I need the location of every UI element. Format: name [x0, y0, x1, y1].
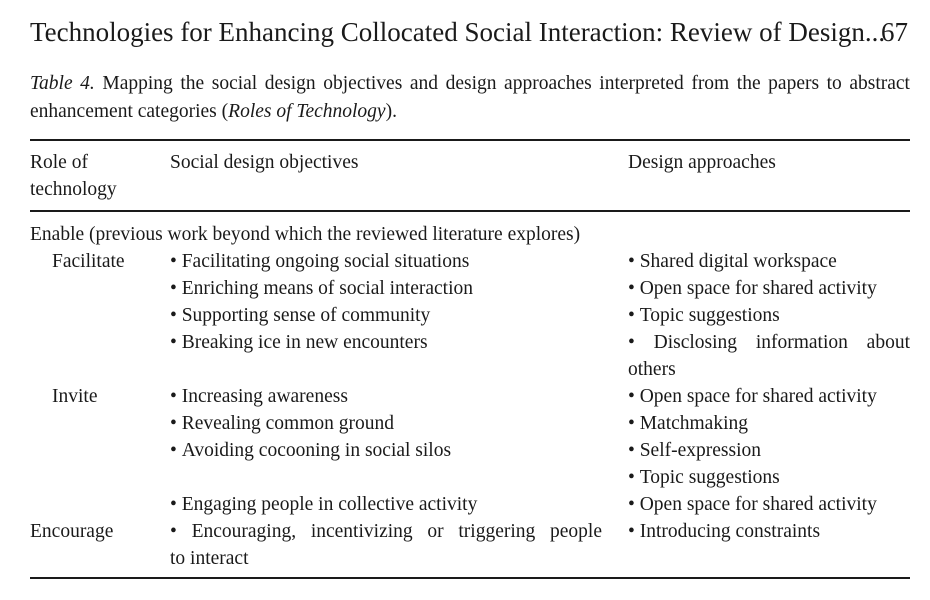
objective-item: • Avoiding cocooning in social silos	[170, 437, 451, 464]
approach-item-continuation: others	[628, 359, 676, 380]
caption-text: Mapping the social design objectives and design approaches interpreted from the papers to abstract enhancement categories (	[30, 73, 910, 122]
approach-item: • Topic suggestions	[628, 464, 780, 491]
objective-item: • Revealing common ground	[170, 410, 394, 437]
approach-item: • Open space for shared activity	[628, 275, 877, 302]
table-header-rule	[30, 210, 910, 212]
running-head	[30, 14, 910, 50]
enable-row: Enable (previous work beyond which the reviewed literature explores)	[30, 224, 581, 245]
objective-item-wrapped: • Encouraging, incentivizing or triggering people	[170, 518, 602, 545]
page-number: 67	[881, 17, 908, 47]
table-bottom-rule	[30, 577, 910, 579]
role-facilitate: Facilitate	[52, 251, 125, 272]
objective-item: • Facilitating ongoing social situations	[170, 248, 469, 275]
role-invite: Invite	[52, 386, 98, 407]
caption-italic-term: Roles of Technology	[228, 101, 386, 122]
objective-item: • Breaking ice in new encounters	[170, 329, 428, 356]
role-encourage: Encourage	[30, 521, 114, 542]
approach-item-wrapped: • Disclosing information about	[628, 329, 910, 356]
objective-item: • Increasing awareness	[170, 383, 348, 410]
objective-item-continuation: to interact	[170, 548, 249, 569]
objective-item: • Supporting sense of community	[170, 302, 430, 329]
approach-item: • Matchmaking	[628, 410, 748, 437]
approach-item: • Introducing constraints	[628, 518, 820, 545]
table-caption	[30, 70, 910, 126]
approach-item: • Self-expression	[628, 437, 761, 464]
approach-item: • Open space for shared activity	[628, 383, 877, 410]
running-head-title: Technologies for Enhancing Collocated Social Interaction: Review of Design...	[30, 17, 886, 47]
caption-text-end: ).	[385, 101, 397, 122]
approach-item: • Topic suggestions	[628, 302, 780, 329]
header-objectives: Social design objectives	[170, 152, 359, 173]
table-label: Table 4.	[30, 73, 95, 94]
approach-item: • Open space for shared activity	[628, 491, 877, 518]
header-role-line1: Role of	[30, 152, 88, 173]
objective-item: • Engaging people in collective activity	[170, 491, 477, 518]
table-top-rule	[30, 139, 910, 141]
header-role-line2: technology	[30, 179, 117, 200]
approach-item: • Shared digital workspace	[628, 248, 837, 275]
header-approaches: Design approaches	[628, 152, 776, 173]
objective-item: • Enriching means of social interaction	[170, 275, 473, 302]
paper-page	[30, 0, 910, 600]
